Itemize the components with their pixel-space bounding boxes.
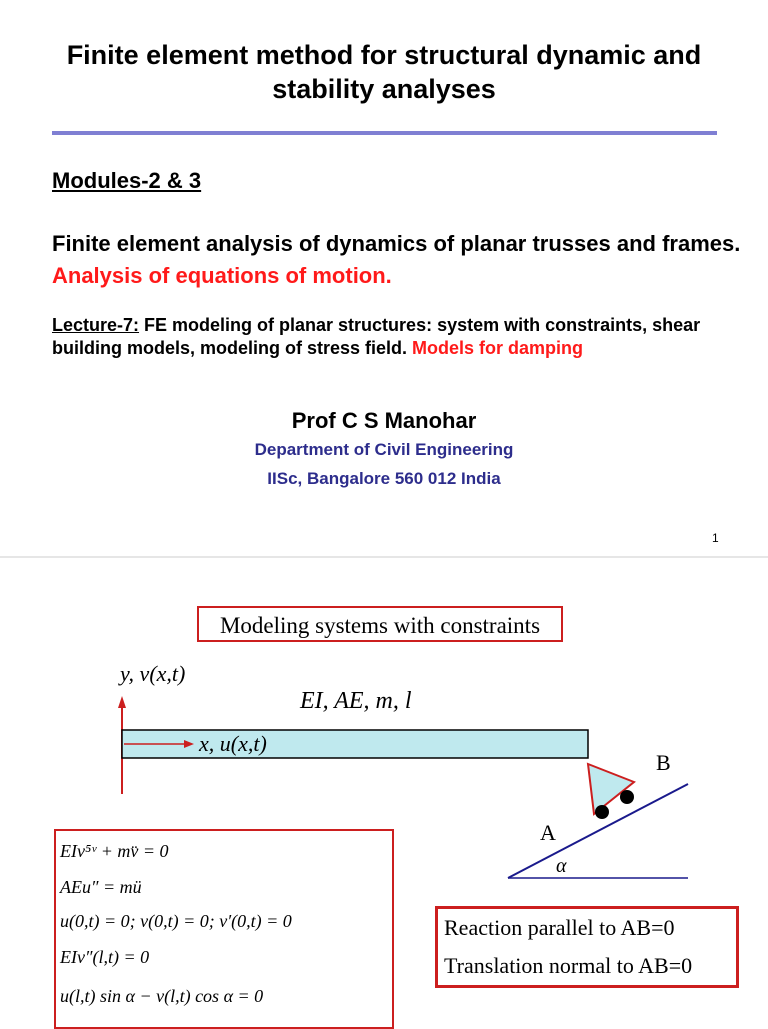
- lecture-text: FE modeling of planar structures: system with constraints, shear building models, modeling of stress field.: [52, 315, 701, 358]
- roller-wheel-2: [620, 790, 634, 804]
- slide-title: Finite element method for structural dynamic and stability analyses: [66, 40, 702, 104]
- equations-box: [54, 829, 394, 1029]
- lecture-label: Lecture-7:: [52, 315, 140, 335]
- equation-1: EIv⁵ᵛ + mv̈ = 0: [60, 841, 169, 861]
- roller-wheel-1: [595, 805, 609, 819]
- modules-heading: Modules-2 & 3: [52, 168, 202, 193]
- subtitle-black: Finite element analysis of dynamics of planar trusses and frames.: [52, 231, 741, 256]
- department-name: Department of Civil Engineering: [254, 440, 514, 459]
- y-axis-label: y, v(x,t): [120, 661, 186, 686]
- institution-name: IISc, Bangalore 560 012 India: [267, 469, 501, 488]
- equation-4: EIv″(l,t) = 0: [60, 947, 150, 967]
- reaction-line-2: Translation normal to AB=0: [444, 953, 693, 978]
- course-subtitle: [52, 228, 752, 292]
- equation-5: u(l,t) sin α − v(l,t) cos α = 0: [60, 986, 264, 1006]
- point-a-label: A: [540, 820, 556, 845]
- equation-3: u(0,t) = 0; v(0,t) = 0; v′(0,t) = 0: [60, 911, 292, 931]
- point-b-label: B: [656, 750, 671, 775]
- author-name: Prof C S Manohar: [291, 408, 477, 433]
- subtitle-red: Analysis of equations of motion.: [52, 263, 392, 288]
- lecture-description: [52, 314, 752, 360]
- reaction-box: [435, 906, 739, 988]
- reaction-line-1: Reaction parallel to AB=0: [444, 915, 675, 940]
- slide2-title: Modeling systems with constraints: [197, 606, 563, 642]
- y-axis-arrow-icon: [118, 696, 126, 708]
- beam-properties: EI, AE, m, l: [300, 688, 412, 714]
- page-number: 1: [712, 531, 719, 545]
- x-axis-label: x, u(x,t): [199, 731, 267, 756]
- angle-label: α: [556, 855, 567, 877]
- lecture-red-text: Models for damping: [412, 338, 584, 358]
- equation-2: AEu″ = mü: [60, 877, 142, 897]
- title-divider: [52, 131, 717, 135]
- roller-support: [588, 764, 634, 814]
- slide-separator: [0, 556, 768, 558]
